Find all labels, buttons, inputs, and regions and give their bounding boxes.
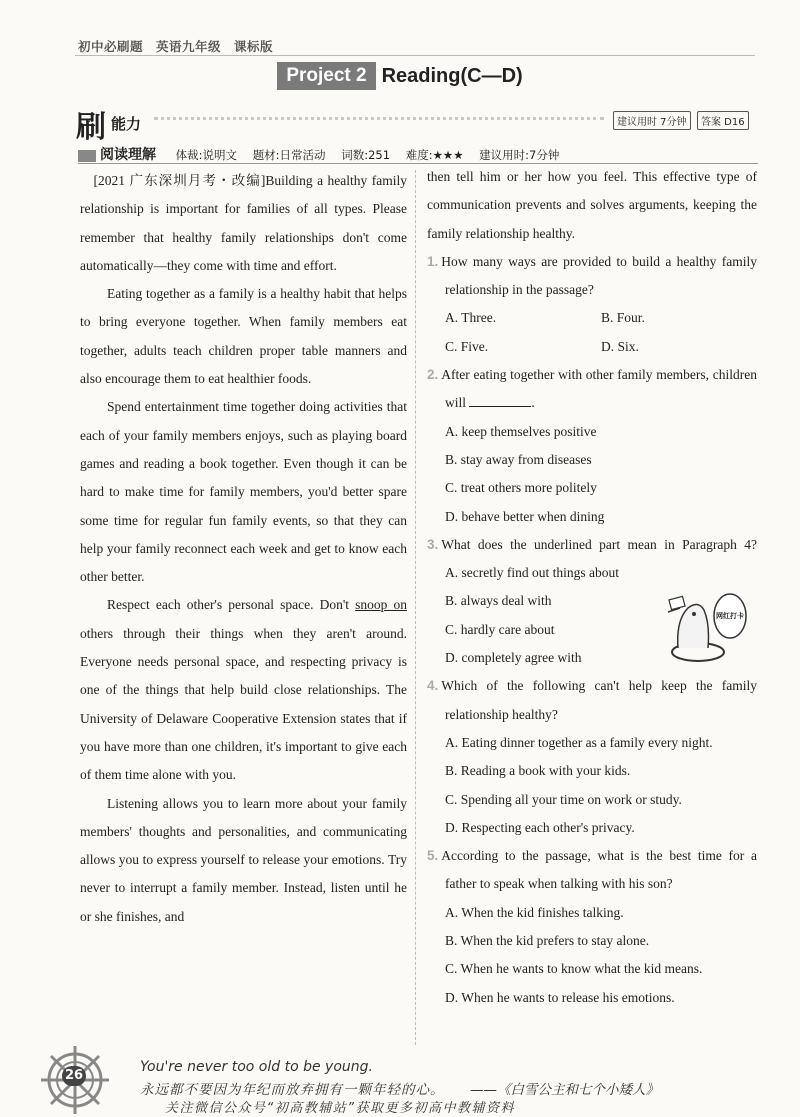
passage-paragraph-2: Eating together as a family is a healthy habit that helps to bring everyone together. When family members eat together, adults teach children proper table manners and also encourage them to eat healthier foods.	[80, 286, 407, 387]
page-title	[0, 62, 800, 90]
answer-blank[interactable]	[469, 392, 531, 407]
question-text: Which of the following can't help keep the family relationship healthy?	[441, 678, 757, 722]
option-b[interactable]: B. Reading a book with your kids.	[445, 763, 631, 779]
passage-paragraph-5-continued: then tell him or her how you feel. This effective type of communication prevents and solves arguments, keeping the family relationship healthy.	[427, 169, 757, 241]
question-text: According to the passage, what is the best time for a father to speak when talking with his son?	[441, 848, 757, 892]
paragraph-4-post: others through their things when they aren't around. Everyone needs personal space, and respecting privacy is one of the things that help build close relationships. The University of Delaware Cooperative Extension states that if you have more than one children, it's important to give each of them time alone with you.	[80, 625, 407, 783]
quote-english: You're never too old to be young.	[140, 1059, 373, 1075]
answer-tag: 答案 D16	[697, 111, 749, 130]
question-1	[427, 248, 757, 361]
reading-passage	[80, 167, 407, 931]
paragraph-1-text: Building a healthy family relationship is important for families of all types. Please remember that healthy family relationships don't come automatically—they come with time and effort.	[80, 173, 407, 273]
option-d[interactable]: D. Respecting each other's privacy.	[445, 819, 635, 835]
question-number: 4.	[427, 678, 439, 694]
suggested-time-tag: 建议用时 7分钟	[613, 111, 691, 130]
question-text: After eating together with other family members, children will	[441, 367, 757, 411]
word-count-info: 词数:251	[341, 148, 391, 162]
book-series-title: 初中必刷题 英语九年级 课标版	[78, 40, 274, 54]
cartoon-bubble-text: 网红打卡	[716, 612, 744, 620]
question-text: What does the underlined part mean in Paragraph 4?	[441, 536, 757, 552]
dotted-divider	[154, 117, 604, 120]
paragraph-4-pre: Respect each other's personal space. Don't	[107, 597, 356, 613]
cartoon-illustration	[658, 590, 748, 668]
option-d[interactable]: D. completely agree with	[445, 650, 582, 666]
quote-source: ——《白雪公主和七个小矮人》	[470, 1082, 659, 1098]
quote-chinese: 永远都不要因为年纪而放弃拥有一颗年轻的心。	[140, 1082, 445, 1098]
option-c[interactable]: C. When he wants to know what the kid means.	[445, 961, 703, 977]
question-number: 5.	[427, 848, 439, 864]
passage-paragraph-3: Spend entertainment time together doing activities that each of your family members enjoys, such as playing board games and reading a book together. Even though it can be hard to make time for family members, you'd better spare some time for regular fun family events, so that they can help your family reconnect each week and get to know each other better.	[80, 399, 407, 585]
option-b[interactable]: B. stay away from diseases	[445, 451, 592, 467]
question-2	[427, 361, 757, 531]
option-a[interactable]: A. Three.	[445, 310, 497, 326]
option-a[interactable]: A. Eating dinner together as a family every night.	[445, 734, 713, 750]
passage-paragraph-4	[80, 591, 407, 789]
option-b[interactable]: B. Four.	[601, 310, 645, 326]
underlined-phrase: snoop on	[355, 597, 407, 613]
shua-logo: 刷	[76, 110, 106, 145]
option-a[interactable]: A. When the kid finishes talking.	[445, 904, 624, 920]
questions-column	[427, 163, 757, 1012]
option-d[interactable]: D. Six.	[601, 338, 639, 354]
promo-text: 关注微信公众号“初高教辅站”获取更多初高中教辅资料	[165, 1101, 515, 1116]
difficulty-info: 难度:★★★	[405, 148, 464, 162]
option-c[interactable]: C. treat others more politely	[445, 480, 597, 496]
question-4	[427, 672, 757, 842]
section-name: 阅读理解	[100, 147, 156, 163]
passage-paragraph-1	[80, 167, 407, 280]
option-c[interactable]: C. Five.	[445, 338, 489, 354]
page-number: 26	[62, 1066, 86, 1086]
genre-info: 体裁:说明文	[175, 148, 238, 162]
exercise-meta-bar	[78, 144, 758, 164]
column-divider	[415, 170, 416, 1045]
option-a[interactable]: A. secretly find out things about	[445, 565, 619, 581]
header-rule	[75, 55, 755, 56]
topic-info: 题材:日常活动	[252, 148, 326, 162]
option-d[interactable]: D. When he wants to release his emotions.	[445, 989, 675, 1005]
phone-icon	[669, 596, 685, 609]
question-number: 2.	[427, 367, 439, 383]
passage-source: [2021 广东深圳月考・改编]	[93, 173, 266, 188]
option-d[interactable]: D. behave better when dining	[445, 508, 605, 524]
question-text: How many ways are provided to build a healthy family relationship in the passage?	[441, 253, 757, 298]
option-a[interactable]: A. keep themselves positive	[445, 423, 597, 439]
project-label: Project 2	[277, 62, 375, 90]
cartoon-figure-icon	[678, 604, 709, 648]
option-b[interactable]: B. always deal with	[445, 593, 552, 609]
reading-label: Reading(C—D)	[381, 64, 523, 87]
section-marker-icon	[78, 150, 96, 162]
question-number: 1.	[427, 253, 439, 269]
option-c[interactable]: C. hardly care about	[445, 621, 555, 637]
question-5	[427, 842, 757, 1012]
time-info: 建议用时:7分钟	[479, 148, 560, 162]
ability-label: 能力	[111, 115, 142, 133]
passage-paragraph-5: Listening allows you to learn more about your family members' thoughts and personalities, and communicating allows you to express yourself to release your emotions. Try never to interrupt a family member. Instead, listen until he or she finishes, and	[80, 795, 407, 924]
option-c[interactable]: C. Spending all your time on work or study.	[445, 791, 682, 807]
question-number: 3.	[427, 536, 439, 552]
question-text-end: .	[531, 395, 535, 411]
option-b[interactable]: B. When the kid prefers to stay alone.	[445, 933, 650, 949]
